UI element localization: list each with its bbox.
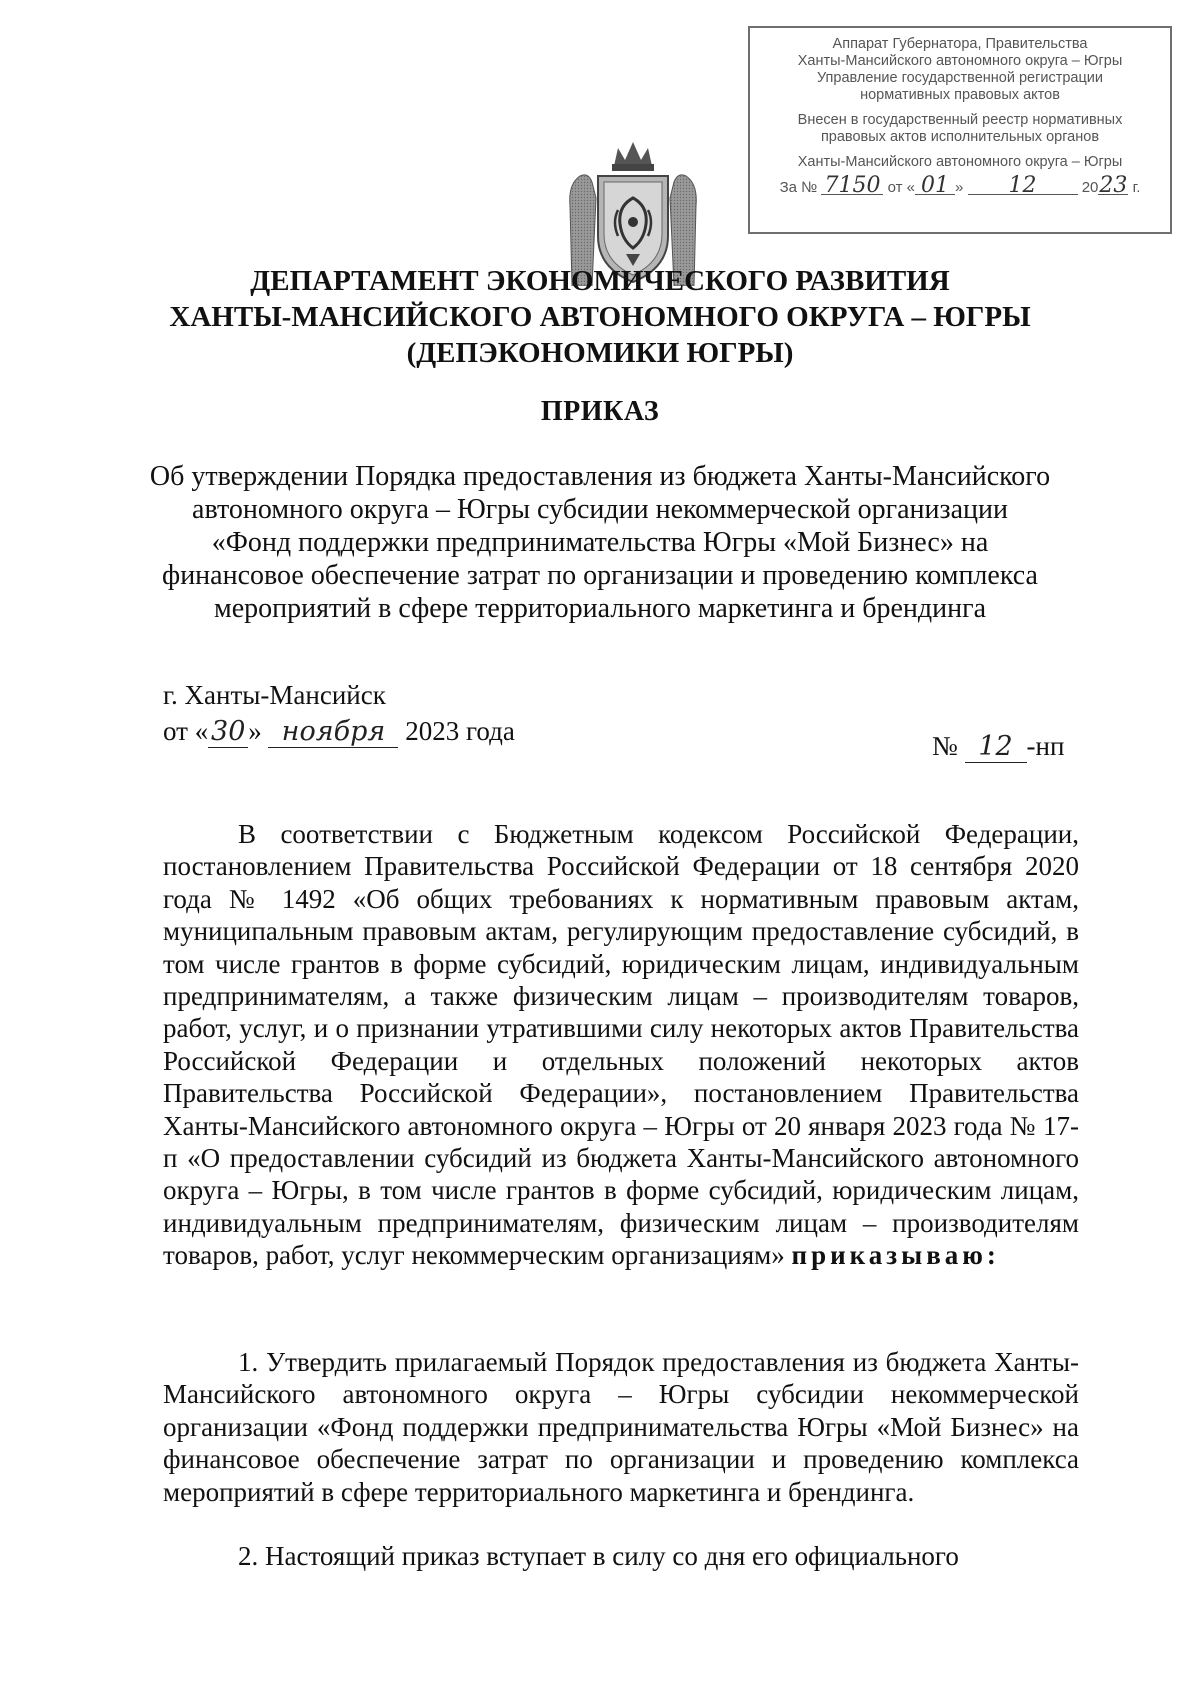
date-year: 2023 года [405, 716, 515, 746]
document-type-title: ПРИКАЗ [540, 396, 660, 427]
number-suffix: -нп [1026, 731, 1065, 761]
stamp-reg-year: 23 [1099, 173, 1128, 198]
subject-line: Об утверждении Порядка предоставления из бюджета Ханты-Мансийского [149, 461, 1051, 492]
department-header [0, 263, 1200, 371]
order-number [932, 731, 1064, 763]
stamp-reg-close: » [955, 179, 964, 196]
number-handwritten: 12 [965, 731, 1027, 763]
order-subject [0, 460, 1200, 625]
stamp-reg-month: 12 [968, 177, 1078, 195]
place-of-issue: г. Ханты-Мансийск [163, 680, 386, 710]
subject-line: «Фонд поддержки предпринимательства Югры «Мой Бизнес» на [211, 527, 989, 558]
stamp-registration-line [750, 173, 1170, 198]
preamble-text: В соответствии с Бюджетным кодексом Российской Федерации, постановлением Правительства Российской Федерации от 18 сентября 2020 года № 1492 «Об общих требованиях к нормативным правовым актам, муниципальным правовым актам, регулирующим предоставление субсидий, в том числе грантов в форме субсидий, юридическим лицам, индивидуальным предпринимателям, а также физическим лицам – производителям товаров, работ, услуг, и о признании утратившими силу некоторых актов Правительства Российской Федерации и отдельных положений некоторых актов Правительства Российской Федерации», постановлением Правительства Ханты-Мансийского автономного округа – Югры от 20 января 2023 года № 17-п «О предоставлении субсидий из бюджета Ханты-Мансийского автономного округа – Югры, в том числе грантов в форме субсидий, юридическим лицам, индивидуальным предпринимателям, физическим лицам – производителям товаров, работ, услуг некоммерческим организациям» [163, 819, 1079, 1271]
date-month-handwritten: ноября [268, 716, 398, 748]
stamp-line: Ханты-Мансийского автономного округа – Югры [797, 154, 1123, 170]
department-short-name: (ДЕПЭКОНОМИКИ ЮГРЫ) [406, 337, 794, 369]
stamp-reg-prefix: За № [779, 179, 818, 196]
date-close: » [248, 716, 262, 746]
stamp-line: Управление государственной регистрации [816, 70, 1104, 86]
stamp-line: нормативных правовых актов [860, 87, 1060, 103]
stamp-line: Аппарат Губернатора, Правительства [832, 36, 1088, 52]
department-name-line: ХАНТЫ-МАНСИЙСКОГО АВТОНОМНОГО ОКРУГА – ЮГРЫ [169, 301, 1031, 333]
date-day-handwritten: 30 [208, 716, 248, 748]
stamp-reg-end: г. [1132, 179, 1141, 196]
date-prefix: от « [163, 716, 209, 746]
department-name-line: ДЕПАРТАМЕНТ ЭКОНОМИЧЕСКОГО РАЗВИТИЯ [250, 265, 950, 297]
subject-line: автономного округа – Югры субсидии некоммерческой организации [192, 494, 1008, 525]
clause-1-paragraph: 1. Утвердить прилагаемый Порядок предоставления из бюджета Ханты-Мансийского автономного округа – Югры субсидии некоммерческой организации «Фонд поддержки предпринимательства Югры «Мой Бизнес» на финансовое обеспечение затрат по организации и проведению комплекса мероприятий в сфере территориального маркетинга и брендинга. [163, 1347, 1079, 1507]
preamble-paragraph [163, 818, 1079, 1272]
stamp-line: Ханты-Мансийского автономного округа – Югры [797, 53, 1123, 69]
stamp-line: правовых актов исполнительных органов [820, 129, 1100, 145]
registration-stamp [748, 26, 1172, 234]
stamp-reg-year-prefix: 20 [1081, 179, 1099, 196]
subject-line: мероприятий в сфере территориального маркетинга и брендинга [213, 593, 987, 624]
order-directive: приказываю: [791, 1240, 1000, 1271]
number-prefix: № [932, 731, 958, 761]
stamp-reg-day: 01 [915, 177, 955, 195]
stamp-reg-number: 7150 [821, 177, 883, 195]
stamp-reg-from: от « [887, 179, 916, 196]
clause-2-paragraph: 2. Настоящий приказ вступает в силу со дня его официального [238, 1541, 959, 1571]
order-date [163, 716, 515, 748]
subject-line: финансовое обеспечение затрат по организации и проведению комплекса [162, 560, 1038, 591]
stamp-line: Внесен в государственный реестр нормативных [797, 112, 1123, 128]
